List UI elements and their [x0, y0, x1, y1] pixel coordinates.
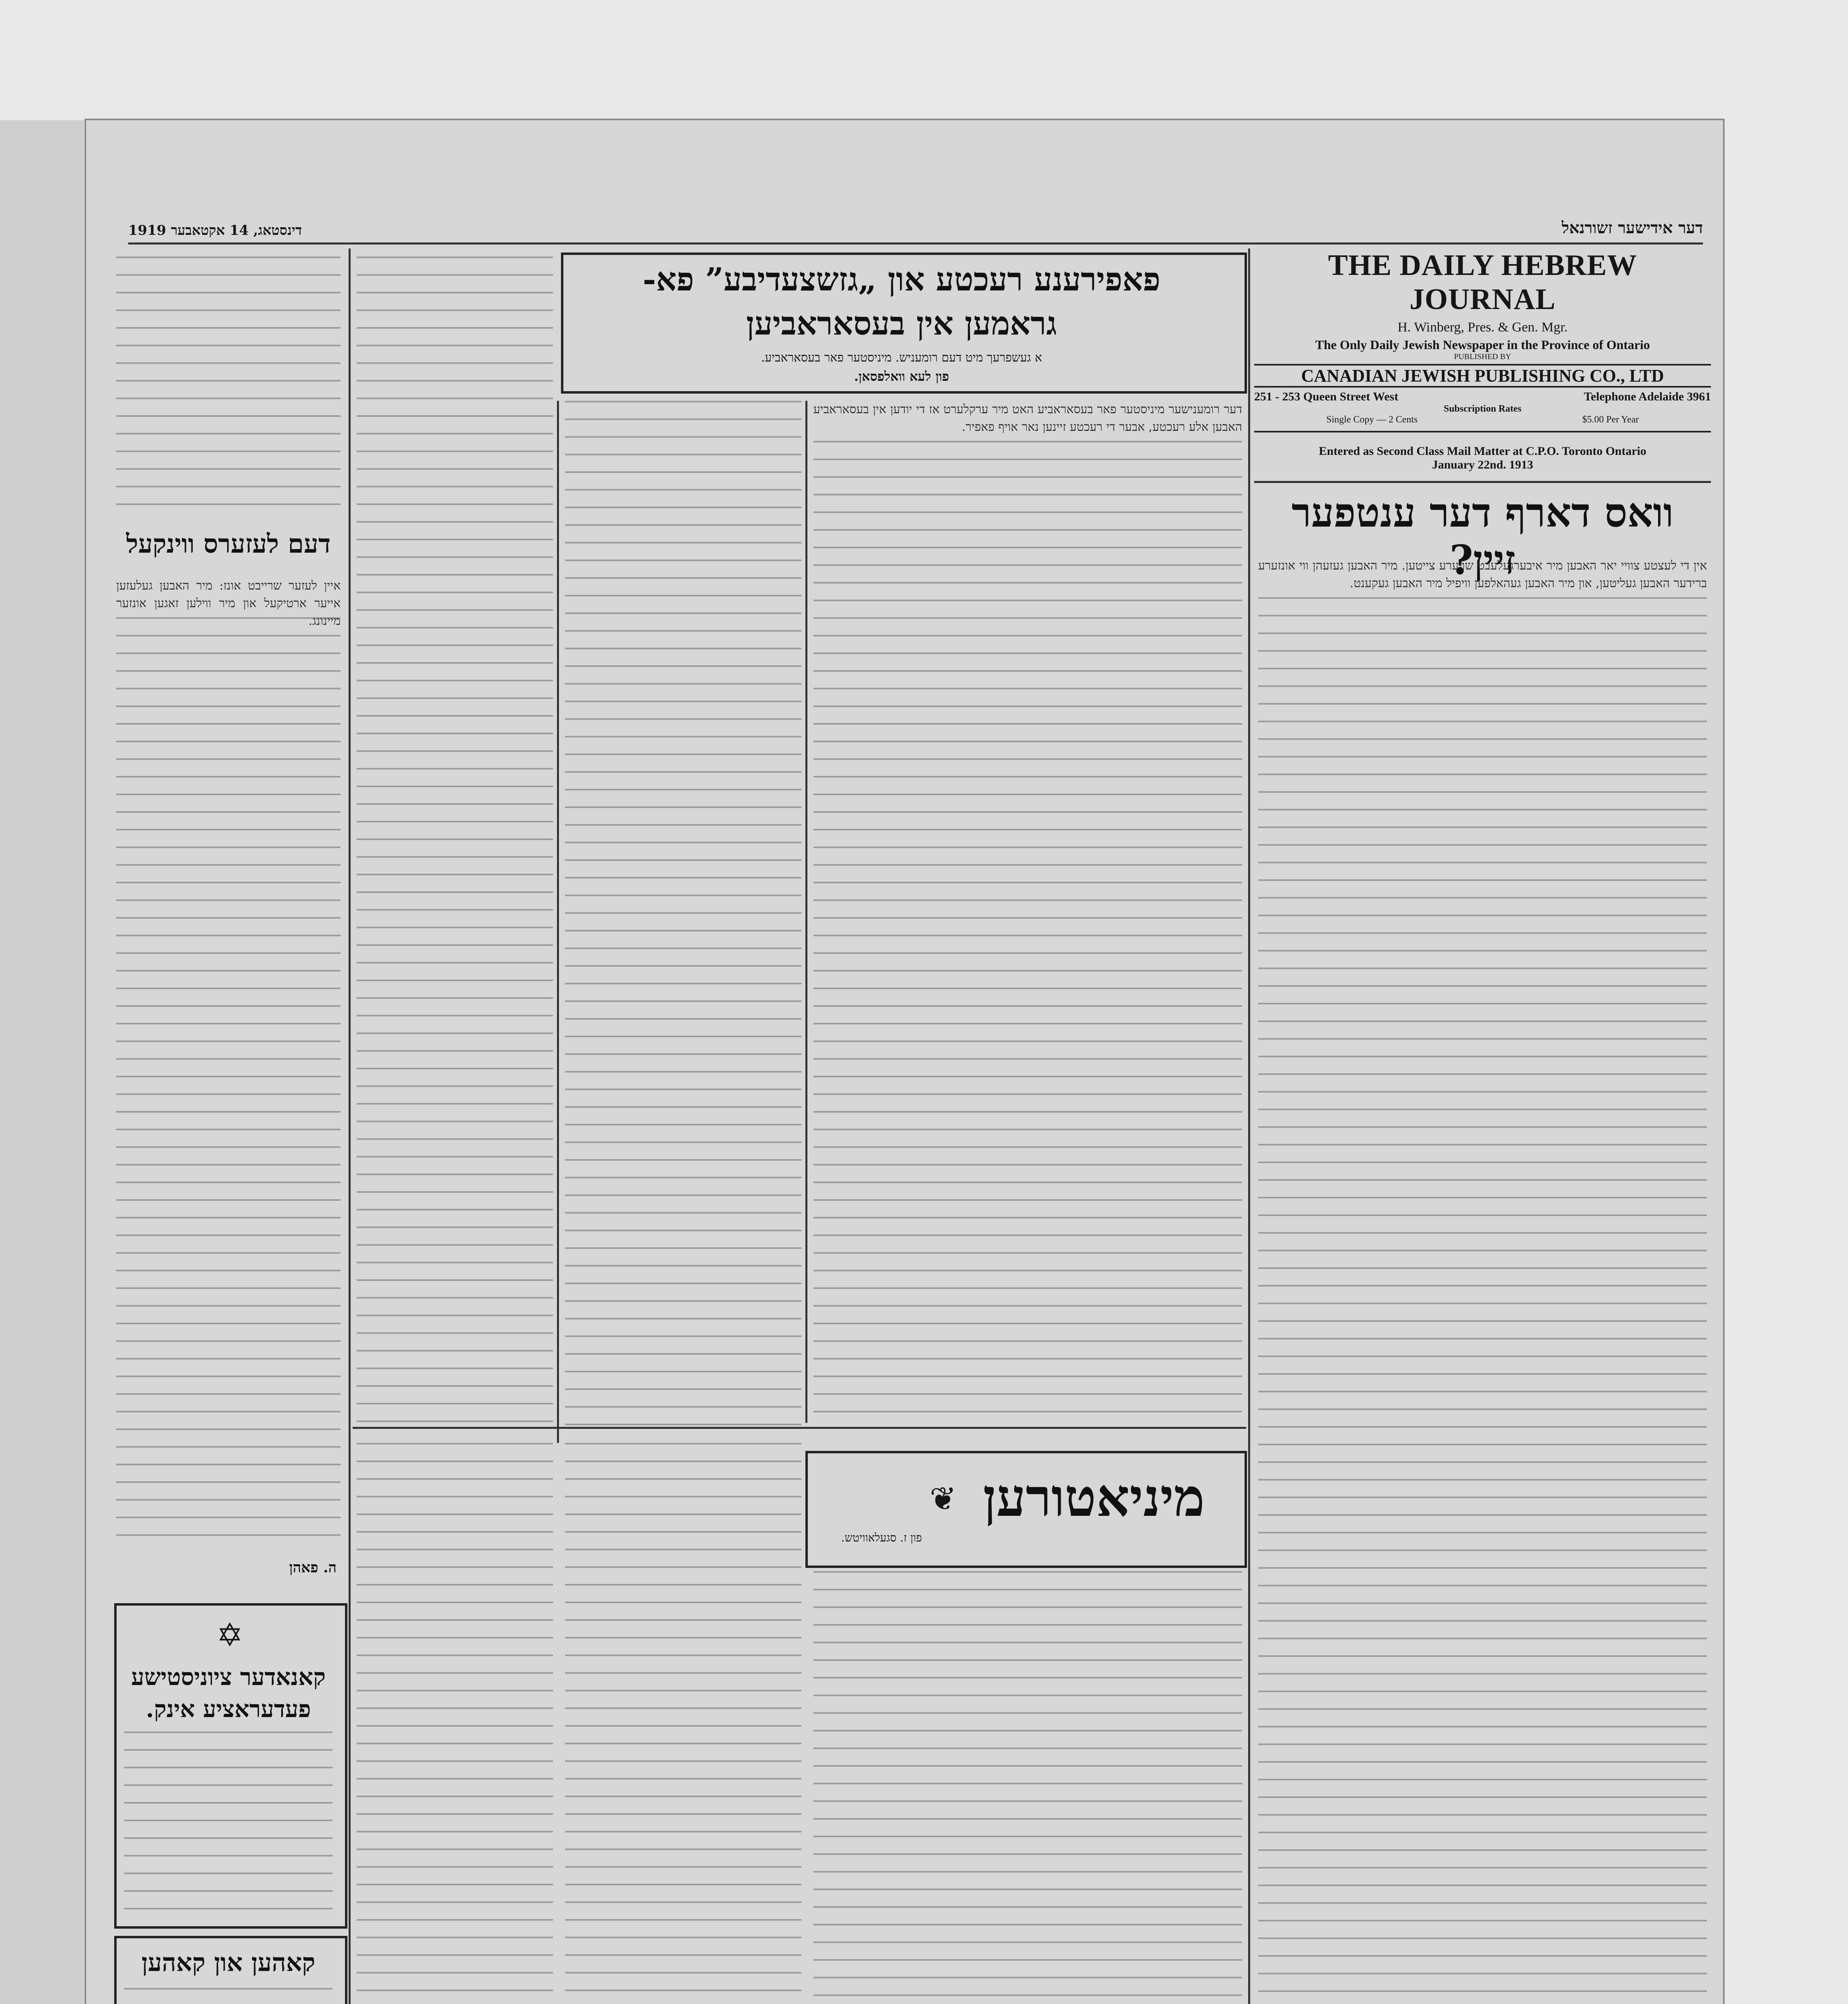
lead-story-text-col-3: [357, 257, 553, 1435]
left-column-text-top: [116, 257, 341, 517]
masthead-single-copy: Single Copy — 2 Cents: [1326, 414, 1418, 425]
masthead-address: 251 - 253 Queen Street West: [1254, 390, 1398, 403]
masthead-published-by: PUBLISHED BY: [1454, 352, 1511, 361]
column-rule-4: [349, 248, 351, 2004]
miniatures-text-col-2: [565, 1443, 801, 2004]
left-column-title: דעם לעזערס ווינקעל: [126, 529, 331, 559]
editorial-text-intro: אין די לעצטע צוויי יאר האבען מיר איבערגעלעבט שווערע צייטען. מיר האבען געזעהן ווי אונזערע ברידער האבען געליטען, און מיר האבען געהאלפען וויפיל מיר האבען געקענט.: [1258, 559, 1707, 590]
header-paper-name: דער אידישער זשורנאל: [1562, 218, 1703, 237]
masthead-rates-row: [1254, 414, 1711, 425]
header-rule: [128, 242, 1703, 244]
masthead-telephone: Telephone Adelaide 3961: [1584, 390, 1711, 403]
header-date: דינסטאג, 14 אקטאבער 1919: [128, 222, 302, 238]
masthead-per-year: $5.00 Per Year: [1582, 414, 1639, 425]
masthead-manager: H. Winberg, Pres. & Gen. Mgr.: [1397, 320, 1568, 335]
masthead-address-row: [1254, 390, 1711, 404]
previous-page-edge: [0, 120, 84, 2004]
miniatures-top-rule: [353, 1427, 1246, 1429]
star-of-david-icon: ✡: [216, 1616, 244, 1654]
lead-story-byline: פון לעא וואלפסאן.: [854, 369, 949, 384]
editorial-top-rule: [1254, 481, 1711, 483]
editorial-title: וואס דארף דער ענטפער זיין?: [1291, 489, 1674, 584]
column-rule-1: [1248, 248, 1250, 2004]
lead-story-text-col-1: [813, 441, 1242, 1423]
masthead-subscription-label: Subscription Rates: [1443, 404, 1522, 414]
masthead-title: THE DAILY HEBREW JOURNAL: [1328, 249, 1637, 316]
miniatures-text-col-3: [357, 1443, 553, 2004]
ad-zionist-title-line-2: פעדעראציע אינק.: [146, 1695, 311, 1723]
lead-story-title-line-1: פאפירענע רעכטע און „גזשצעדיבע” פא-: [642, 261, 1161, 298]
editorial-text-lines: [1258, 597, 1707, 2004]
mail-note-line-1: Entered as Second Class Mail Matter at C.P.O. Toronto Ontario: [1319, 444, 1646, 458]
masthead-mail-note: [1254, 431, 1711, 472]
lead-story-text-intro: דער רומענישער מיניסטער פאר בעסאראביע האט מיר ערקלערט אז די יודען אין בעסאראביע האבען אלע רעכטע, אבער די רעכטע זיינען נאר אויף פאפיר.: [813, 402, 1242, 434]
left-column-signature: ה. פאהן: [289, 1559, 337, 1576]
miniatures-title: מיניאטורען: [983, 1467, 1205, 1528]
leaf-ornament-icon: ❦: [930, 1480, 957, 1517]
miniatures-text-col-1: [813, 1571, 1242, 2004]
masthead-tagline: The Only Daily Jewish Newspaper in the Province of Ontario: [1315, 337, 1650, 352]
lead-story-subtitle: א געשפרעך מיט דעם רומעניש. מיניסטער פאר בעסאראביע.: [761, 351, 1042, 365]
miniatures-byline: פון ז. סגעלאוויטש.: [841, 1531, 922, 1544]
left-column-intro: איין לעזער שרייבט אונז: מיר האבען געלעזען אייער ארטיקעל און מיר ווילען זאגען אונזער מיינונג.: [116, 579, 341, 628]
ad-kahan-title: קאהען און קאהען: [141, 1948, 315, 1977]
column-rule-3: [557, 401, 559, 1443]
masthead-publisher: CANADIAN JEWISH PUBLISHING CO., LTD: [1254, 364, 1711, 388]
ad-kahan-text: [124, 1988, 333, 2004]
lead-story-text-col-2: [565, 401, 801, 1435]
mail-note-line-2: January 22nd. 1913: [1432, 458, 1533, 471]
lead-story-title-line-2: גראמען אין בעסאראביען: [746, 305, 1057, 342]
column-rule-2: [805, 401, 807, 1423]
ad-zionist-title-line-1: קאנאדער ציוניסטישע: [131, 1663, 326, 1691]
ad-zionist-text: [124, 1731, 333, 1916]
masthead: [1254, 248, 1711, 489]
left-column-text-body: [116, 617, 341, 1539]
